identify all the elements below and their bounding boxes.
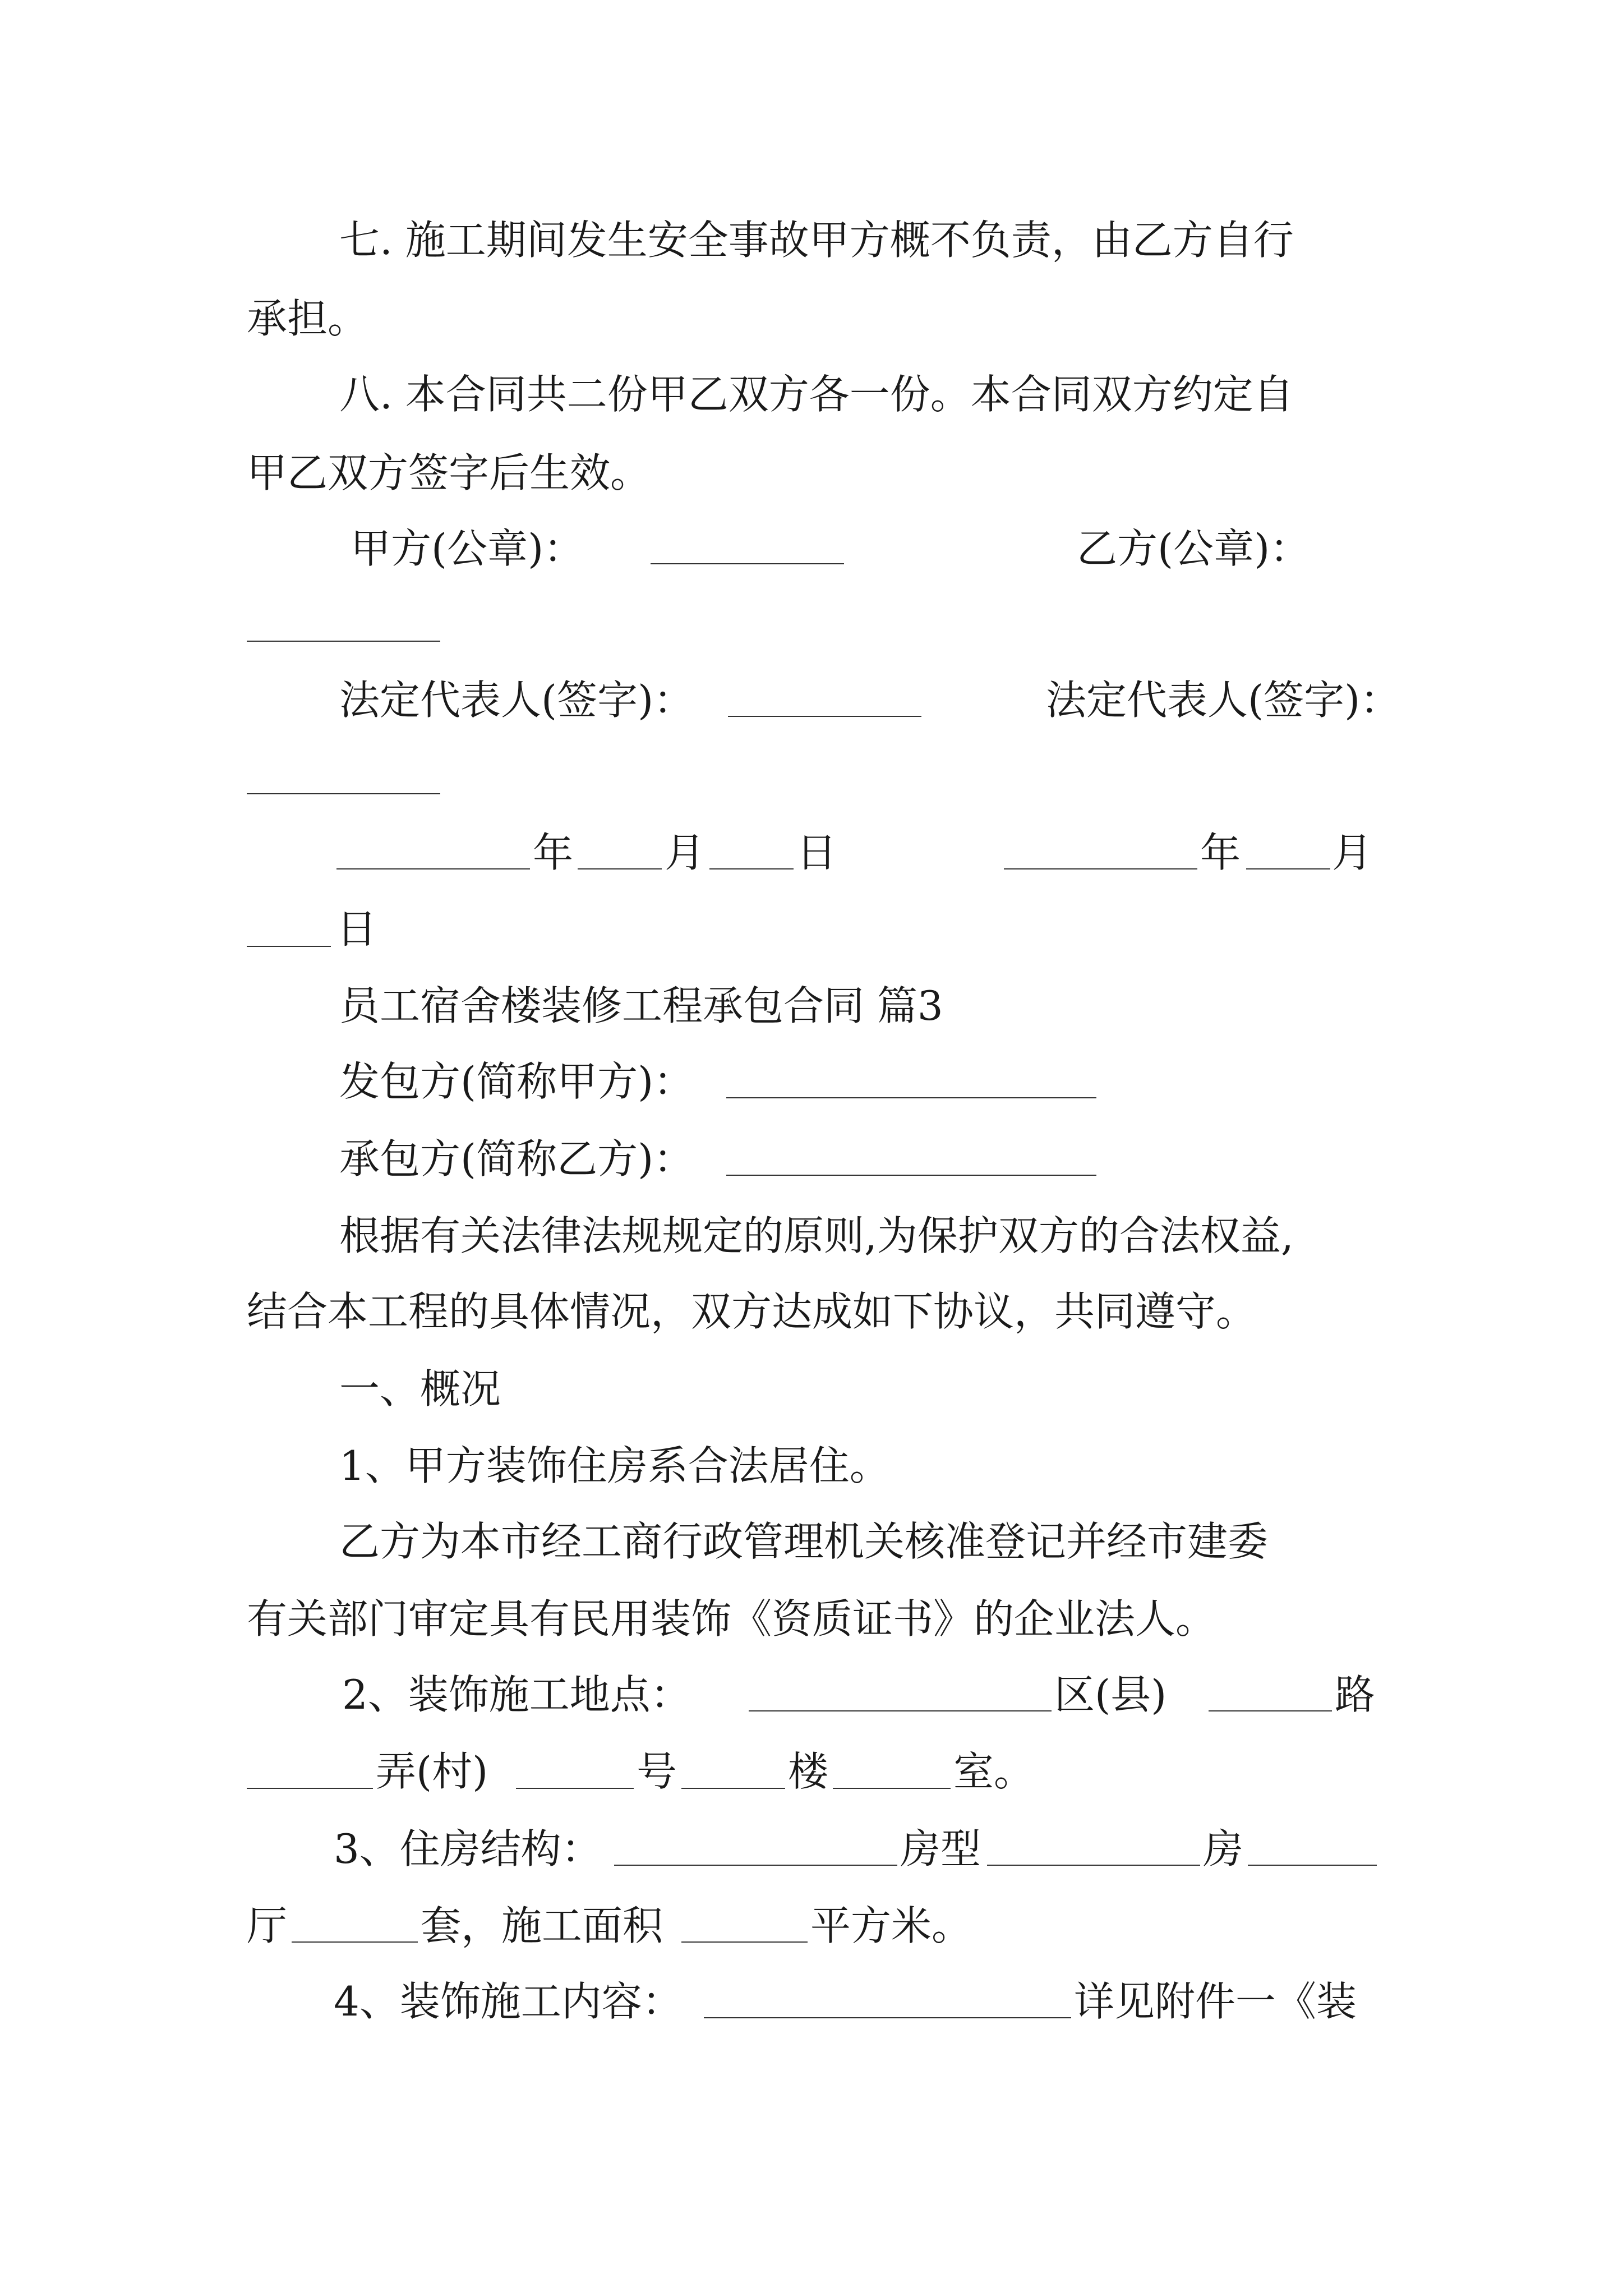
party-b-seal-blank — [247, 639, 440, 642]
clause-7-line-1: 七. 施工期间发生安全事故甲方概不负责，由乙方自行 — [339, 217, 1294, 264]
employer-label: 发包方(简称甲方)： — [339, 1058, 694, 1105]
item-2-room-label: 室。 — [953, 1748, 1035, 1795]
item-2-room-blank — [833, 1787, 951, 1789]
date-a-year-blank — [336, 867, 530, 869]
clause-7-line-2: 承担。 — [247, 295, 368, 342]
contractor-blank — [726, 1174, 1096, 1176]
date-b-month-blank — [1246, 867, 1330, 869]
item-3-area-blank — [681, 1940, 808, 1943]
item-2-bldg-label: 楼 — [788, 1748, 829, 1795]
party-b-rep-blank — [247, 792, 440, 794]
party-b-seal-label: 乙方(公章)： — [1077, 525, 1311, 572]
party-a-rep-blank — [728, 715, 921, 717]
date-a-month-blank — [578, 867, 662, 869]
item-3-label: 3、住房结构： — [334, 1825, 602, 1872]
party-a-seal-blank — [651, 562, 844, 564]
item-3-rooms-label: 房 — [1203, 1825, 1244, 1872]
date-b-day-label: 日 — [336, 905, 377, 953]
item-3-structure-blank — [614, 1864, 897, 1866]
date-b-month-label: 月 — [1332, 829, 1373, 876]
item-3-hall-blank — [292, 1940, 418, 1943]
clause-8-line-2: 甲乙双方签字后生效。 — [247, 449, 651, 496]
date-a-day-label: 日 — [796, 829, 837, 876]
item-2-lane-label: 弄(村) — [376, 1748, 488, 1795]
item-4-tail: 详见附件一《装 — [1074, 1978, 1357, 2025]
item-3-unit-label: 平方米。 — [810, 1902, 972, 1949]
item-2-lane-blank — [247, 1787, 373, 1789]
intro-line-2: 结合本工程的具体情况，双方达成如下协议，共同遵守。 — [247, 1288, 1257, 1335]
item-3-type-label: 房型 — [900, 1825, 981, 1872]
date-a-day-blank — [709, 867, 794, 869]
date-a-month-label: 月 — [665, 829, 706, 876]
item-2-no-blank — [516, 1787, 634, 1789]
item-2-no-label: 号 — [637, 1748, 677, 1795]
item-3-rooms-blank — [1248, 1864, 1377, 1866]
date-b-year-blank — [1004, 867, 1197, 869]
date-a-year-label: 年 — [533, 829, 574, 876]
date-b-year-label: 年 — [1200, 829, 1241, 876]
section-1-heading: 一、概况 — [339, 1365, 501, 1412]
party-a-seal-label: 甲方(公章)： — [351, 525, 584, 572]
item-4-label: 4、装饰施工内容： — [334, 1978, 683, 2025]
item-2-road-label: 路 — [1335, 1671, 1376, 1718]
party-a-rep-label: 法定代表人(签字)： — [339, 677, 694, 724]
item-2-road-blank — [1209, 1709, 1332, 1711]
item-2-bldg-blank — [681, 1787, 785, 1789]
item-3-type-blank — [987, 1864, 1200, 1866]
item-3-set-label: 套，施工面积 — [421, 1902, 663, 1949]
date-b-day-blank — [247, 945, 331, 947]
contractor-label: 承包方(简称乙方)： — [339, 1135, 694, 1182]
item-2-district-label: 区(县) — [1054, 1671, 1167, 1718]
clause-8-line-1: 八. 本合同共二份甲乙双方各一份。本合同双方约定自 — [339, 371, 1294, 418]
item-2-district-blank — [749, 1709, 1052, 1711]
item-3-hall-label: 厅 — [247, 1902, 288, 1949]
party-b-rep-label: 法定代表人(签字)： — [1046, 677, 1401, 724]
item-2-label: 2、装饰施工地点： — [342, 1671, 691, 1718]
item-4-content-blank — [704, 2016, 1071, 2018]
item-1: 1、甲方装饰住房系合法居住。 — [339, 1442, 890, 1489]
item-1b-line-1: 乙方为本市经工商行政管理机关核准登记并经市建委 — [339, 1518, 1269, 1565]
employer-blank — [726, 1096, 1096, 1098]
section-title: 员工宿舍楼装修工程承包合同 篇3 — [339, 982, 943, 1029]
intro-line-1: 根据有关法律法规规定的原则,为保护双方的合法权益, — [339, 1212, 1294, 1259]
item-1b-line-2: 有关部门审定具有民用装饰《资质证书》的企业法人。 — [247, 1595, 1216, 1642]
